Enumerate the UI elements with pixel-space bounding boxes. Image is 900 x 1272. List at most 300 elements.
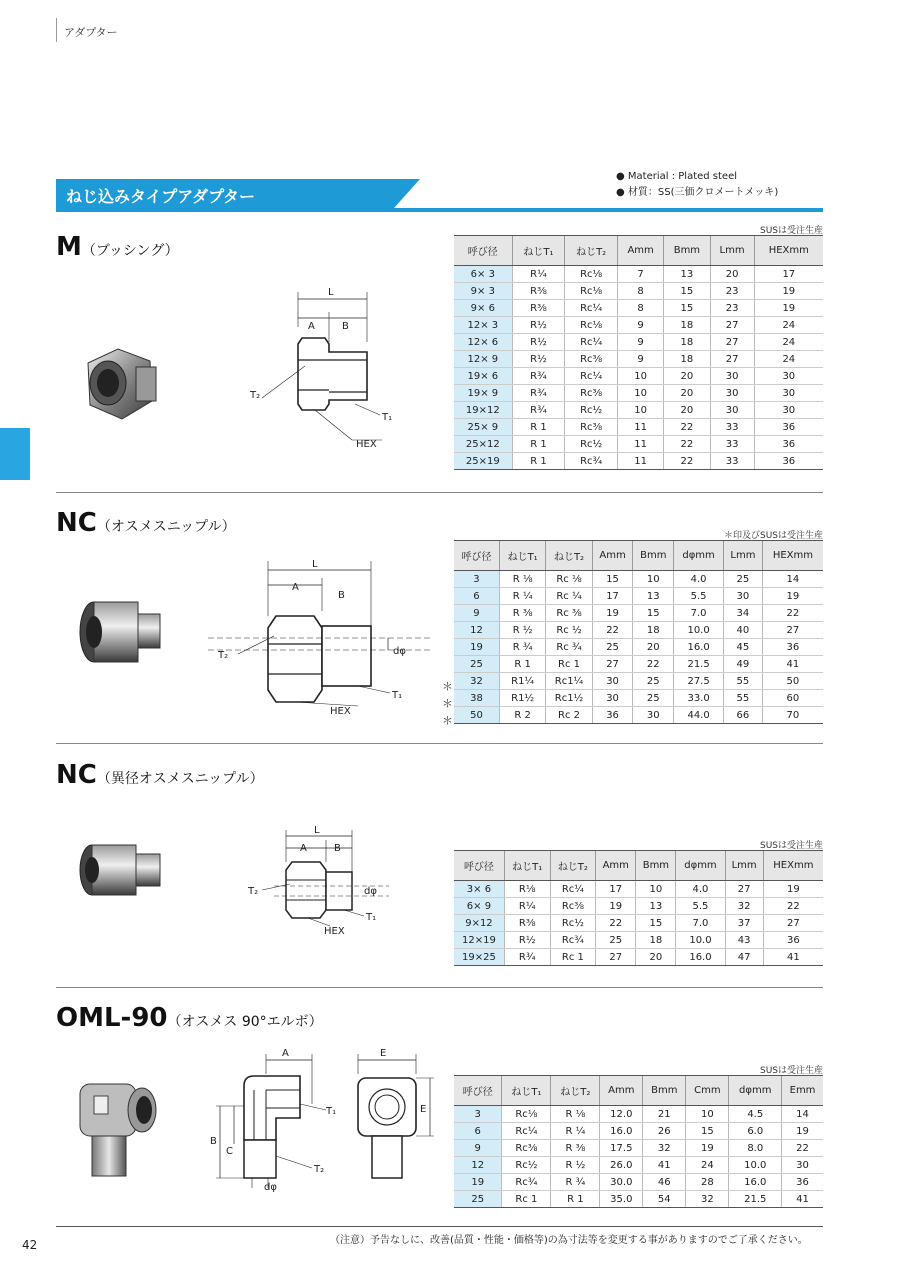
table-row <box>454 1174 823 1191</box>
table-cell: 11 <box>617 453 663 470</box>
table-cell: 12.0 <box>600 1106 643 1123</box>
table-cell: R¾ <box>504 949 550 966</box>
table-cell: 32 <box>643 1140 686 1157</box>
reducing-nipple-drawing <box>244 822 399 937</box>
m-col-t2: ねじT₂ <box>565 236 618 266</box>
table-cell: R¾ <box>512 402 565 419</box>
section-m-note: SUSは受注生産 <box>759 226 823 236</box>
table-cell: R ¾ <box>499 639 545 656</box>
table-cell: 10 <box>617 368 663 385</box>
table-cell: 18 <box>664 351 710 368</box>
table-cell: 30 <box>592 673 633 690</box>
footer-disclaimer: （注意）予告なしに、改善(品質・性能・価格等)の為寸法等を変更する事がありますのでご了承ください。 <box>330 1235 808 1246</box>
nc1-col-hex: HEXmm <box>762 541 823 571</box>
table-cell: 21 <box>643 1106 686 1123</box>
table-cell: 10 <box>617 385 663 402</box>
nc2-label-t1: T₁ <box>366 912 377 923</box>
nipple-drawing <box>208 556 438 721</box>
table-cell: Rc 1 <box>502 1191 551 1208</box>
table-cell: 30 <box>782 1157 823 1174</box>
table-cell: 12× 9 <box>454 351 512 368</box>
table-cell: 54 <box>643 1191 686 1208</box>
table-cell: 22 <box>762 605 823 622</box>
nc2-spec-table <box>454 850 823 966</box>
table-cell: 32 <box>725 898 763 915</box>
table-cell: 30 <box>710 385 754 402</box>
table-cell: Rc¾ <box>565 453 618 470</box>
table-cell: Rc1¼ <box>546 673 592 690</box>
table-cell: 32 <box>454 673 499 690</box>
table-cell: 14 <box>782 1106 823 1123</box>
m-col-a: Amm <box>617 236 663 266</box>
nc2-col-b: Bmm <box>636 851 676 881</box>
section-m-code: M <box>56 232 82 262</box>
table-cell: 25 <box>633 690 674 707</box>
table-cell: 22 <box>633 656 674 673</box>
table-cell: 22 <box>763 898 823 915</box>
table-row <box>454 368 823 385</box>
table-cell: 10.0 <box>729 1157 782 1174</box>
table-cell: 13 <box>633 588 674 605</box>
table-cell: 41 <box>643 1157 686 1174</box>
table-cell: 10 <box>686 1106 729 1123</box>
table-cell: 19 <box>596 898 636 915</box>
table-cell: 20 <box>633 639 674 656</box>
table-cell: 70 <box>762 707 823 724</box>
table-cell: R 1 <box>512 419 565 436</box>
nc2-col-a: Amm <box>596 851 636 881</box>
table-cell: Rc½ <box>565 436 618 453</box>
table-cell: R 1 <box>551 1191 600 1208</box>
table-cell: 16.0 <box>676 949 725 966</box>
table-cell: 49 <box>724 656 763 673</box>
table-cell: Rc 1 <box>550 949 596 966</box>
table-cell: 27 <box>762 622 823 639</box>
table-row <box>454 605 823 622</box>
table-cell: 8 <box>617 283 663 300</box>
table-cell: 43 <box>725 932 763 949</box>
table-cell: R½ <box>512 317 565 334</box>
table-cell: 26 <box>643 1123 686 1140</box>
table-cell: 15 <box>686 1123 729 1140</box>
oml-label-e-side: E <box>420 1104 427 1115</box>
table-cell: Rc ⅜ <box>546 605 592 622</box>
table-cell: 27 <box>710 334 754 351</box>
table-cell: 27 <box>725 881 763 898</box>
table-cell: 41 <box>782 1191 823 1208</box>
section-oml-code: OML-90 <box>56 1003 168 1033</box>
table-row <box>454 673 823 690</box>
nc1-label-l: L <box>312 559 318 570</box>
table-row <box>454 898 823 915</box>
table-cell: 30 <box>633 707 674 724</box>
table-cell: 30 <box>754 368 823 385</box>
table-cell: 21.5 <box>729 1191 782 1208</box>
table-cell: R 2 <box>499 707 545 724</box>
section-nc1-code: NC <box>56 508 97 538</box>
section-nc1-title <box>56 508 236 538</box>
nc2-col-l: Lmm <box>725 851 763 881</box>
elbow-photo <box>72 1070 162 1180</box>
table-cell: 11 <box>617 436 663 453</box>
table-cell: 6 <box>454 1123 502 1140</box>
table-row <box>454 622 823 639</box>
table-cell: 24 <box>754 351 823 368</box>
table-cell: 25×12 <box>454 436 512 453</box>
m-label-l: L <box>328 287 334 298</box>
table-cell: Rc½ <box>565 402 618 419</box>
nc2-label-l: L <box>314 825 320 836</box>
table-cell: 33.0 <box>674 690 724 707</box>
table-cell: 38 <box>454 690 499 707</box>
table-cell: 25×19 <box>454 453 512 470</box>
table-cell: 19 <box>762 588 823 605</box>
table-cell: 19×12 <box>454 402 512 419</box>
table-cell: 12 <box>454 622 499 639</box>
table-cell: Rc¼ <box>565 300 618 317</box>
table-cell: 16.0 <box>729 1174 782 1191</box>
table-cell: 12 <box>454 1157 502 1174</box>
table-cell: 25 <box>454 1191 502 1208</box>
divider-footer <box>56 1226 823 1227</box>
table-cell: Rc¼ <box>565 368 618 385</box>
table-cell: R¾ <box>512 368 565 385</box>
table-cell: 19 <box>763 881 823 898</box>
nc1-label-d: dφ <box>393 646 406 657</box>
table-cell: 9 <box>454 1140 502 1157</box>
table-cell: R⅜ <box>504 915 550 932</box>
table-cell: 22 <box>596 915 636 932</box>
table-cell: 27 <box>710 351 754 368</box>
nc1-label-a: A <box>292 582 299 593</box>
table-cell: R¼ <box>504 898 550 915</box>
table-row <box>454 266 823 283</box>
table-cell: 18 <box>664 317 710 334</box>
nc1-table-header-row <box>454 541 823 571</box>
table-row <box>454 932 823 949</box>
nc1-col-size: 呼び径 <box>454 541 499 571</box>
table-cell: 6× 9 <box>454 898 504 915</box>
table-cell: 9 <box>617 317 663 334</box>
bushing-drawing <box>240 282 420 457</box>
table-cell: 22 <box>664 436 710 453</box>
nc1-label-t2: T₂ <box>218 650 229 661</box>
table-cell: 9× 3 <box>454 283 512 300</box>
nc2-label-hex: HEX <box>324 926 345 937</box>
oml-label-e: E <box>380 1048 387 1059</box>
table-cell: Rc¼ <box>502 1123 551 1140</box>
table-cell: 15 <box>664 283 710 300</box>
table-cell: Rc⅜ <box>550 898 596 915</box>
table-cell: 30.0 <box>600 1174 643 1191</box>
table-cell: 10 <box>633 571 674 588</box>
banner-tip <box>394 179 420 208</box>
table-cell: Rc⅜ <box>565 419 618 436</box>
table-cell: 12×19 <box>454 932 504 949</box>
table-cell: 19 <box>782 1123 823 1140</box>
table-cell: 36 <box>754 453 823 470</box>
table-cell: 13 <box>664 266 710 283</box>
table-cell: 18 <box>633 622 674 639</box>
nc2-table-header-row <box>454 851 823 881</box>
table-row <box>454 949 823 966</box>
table-cell: 22 <box>782 1140 823 1157</box>
m-label-hex: HEX <box>356 439 377 450</box>
table-cell: 17.5 <box>600 1140 643 1157</box>
table-cell: 19 <box>686 1140 729 1157</box>
nc1-col-l: Lmm <box>724 541 763 571</box>
table-cell: 19× 9 <box>454 385 512 402</box>
table-cell: 20 <box>664 402 710 419</box>
table-cell: 23 <box>710 283 754 300</box>
table-cell: 5.5 <box>674 588 724 605</box>
table-cell: R 1 <box>512 453 565 470</box>
oml-col-b: Bmm <box>643 1076 686 1106</box>
table-cell: 36 <box>592 707 633 724</box>
table-cell: 25× 9 <box>454 419 512 436</box>
divider-3 <box>56 987 823 988</box>
m-label-b: B <box>342 321 349 332</box>
table-cell: 22 <box>592 622 633 639</box>
table-row <box>454 639 823 656</box>
table-cell: 15 <box>664 300 710 317</box>
table-row <box>454 1123 823 1140</box>
table-cell: 20 <box>664 385 710 402</box>
table-cell: 25 <box>454 656 499 673</box>
table-cell: 30 <box>724 588 763 605</box>
table-cell: 27 <box>763 915 823 932</box>
table-cell: 3× 6 <box>454 881 504 898</box>
reducing-nipple-photo <box>76 840 166 900</box>
table-row <box>454 300 823 317</box>
table-row <box>454 351 823 368</box>
m-col-l: Lmm <box>710 236 754 266</box>
nc2-label-d: dφ <box>364 886 377 897</box>
table-cell: 5.5 <box>676 898 725 915</box>
m-col-size: 呼び径 <box>454 236 512 266</box>
table-cell: 55 <box>724 673 763 690</box>
table-row <box>454 881 823 898</box>
section-nc2-code: NC <box>56 760 97 790</box>
table-cell: 17 <box>596 881 636 898</box>
table-cell: 19 <box>454 639 499 656</box>
table-cell: 36 <box>763 932 823 949</box>
table-cell: Rc½ <box>550 915 596 932</box>
table-cell: Rc½ <box>502 1157 551 1174</box>
oml-col-a: Amm <box>600 1076 643 1106</box>
table-cell: Rc⅛ <box>565 283 618 300</box>
nc1-label-t1: T₁ <box>392 690 403 701</box>
table-cell: 19×25 <box>454 949 504 966</box>
nc2-label-a: A <box>300 843 307 854</box>
side-tab <box>0 428 30 480</box>
table-cell: 19 <box>592 605 633 622</box>
table-cell: 30 <box>592 690 633 707</box>
section-nc2-note: SUSは受注生産 <box>759 841 823 851</box>
m-col-hex: HEXmm <box>754 236 823 266</box>
table-cell: Rc⅜ <box>565 385 618 402</box>
table-cell: R¼ <box>512 266 565 283</box>
nc1-col-d: dφmm <box>674 541 724 571</box>
oml-col-c: Cmm <box>686 1076 729 1106</box>
table-cell: 30 <box>710 402 754 419</box>
table-cell: 27 <box>592 656 633 673</box>
table-row <box>454 334 823 351</box>
m-table-header-row <box>454 236 823 266</box>
table-cell: 45 <box>724 639 763 656</box>
divider-2 <box>56 743 823 744</box>
table-cell: 37 <box>725 915 763 932</box>
table-cell: R½ <box>512 334 565 351</box>
section-oml-name: （オスメス 90°エルボ） <box>167 1014 323 1030</box>
star-mark-50: ＊ <box>442 714 453 727</box>
table-cell: 13 <box>636 898 676 915</box>
table-cell: R1½ <box>499 690 545 707</box>
table-cell: 24 <box>686 1157 729 1174</box>
table-row <box>454 317 823 334</box>
banner-underline <box>56 208 823 212</box>
nc1-label-hex: HEX <box>330 706 351 717</box>
table-cell: 23 <box>710 300 754 317</box>
table-cell: 19 <box>754 300 823 317</box>
table-cell: R ⅛ <box>551 1106 600 1123</box>
table-cell: Rc¼ <box>565 334 618 351</box>
table-cell: R ⅜ <box>499 605 545 622</box>
table-cell: 15 <box>592 571 633 588</box>
table-cell: R ⅛ <box>499 571 545 588</box>
table-cell: 35.0 <box>600 1191 643 1208</box>
table-cell: 55 <box>724 690 763 707</box>
m-label-t2: T₂ <box>250 390 261 401</box>
banner-title: ねじ込みタイプアダプター <box>56 179 394 208</box>
oml-col-size: 呼び径 <box>454 1076 502 1106</box>
table-row <box>454 588 823 605</box>
nc1-col-a: Amm <box>592 541 633 571</box>
table-cell: Rc⅛ <box>565 317 618 334</box>
table-cell: R ½ <box>551 1157 600 1174</box>
table-cell: 17 <box>592 588 633 605</box>
material-jp: ● 材質：SS(三価クロメートメッキ) <box>616 187 779 198</box>
table-cell: 27 <box>710 317 754 334</box>
table-cell: 33 <box>710 453 754 470</box>
nc1-col-t1: ねじT₁ <box>499 541 545 571</box>
table-cell: R⅜ <box>512 300 565 317</box>
table-cell: 17 <box>754 266 823 283</box>
table-cell: 40 <box>724 622 763 639</box>
table-cell: 7.0 <box>674 605 724 622</box>
table-cell: 10.0 <box>676 932 725 949</box>
oml-label-t2: T₂ <box>314 1164 325 1175</box>
table-cell: 7.0 <box>676 915 725 932</box>
table-cell: 34 <box>724 605 763 622</box>
table-cell: 16.0 <box>674 639 724 656</box>
table-cell: Rc ¼ <box>546 588 592 605</box>
oml-col-t2: ねじT₂ <box>551 1076 600 1106</box>
table-cell: 33 <box>710 419 754 436</box>
table-row <box>454 656 823 673</box>
table-cell: 32 <box>686 1191 729 1208</box>
table-cell: 25 <box>596 932 636 949</box>
table-cell: 10 <box>636 881 676 898</box>
nc2-col-t2: ねじT₂ <box>550 851 596 881</box>
section-m-name: （ブッシング） <box>81 243 179 259</box>
table-cell: R ½ <box>499 622 545 639</box>
oml-col-d: dφmm <box>729 1076 782 1106</box>
header-category: アダプター <box>64 26 118 39</box>
table-cell: 9 <box>617 334 663 351</box>
table-row <box>454 1157 823 1174</box>
table-cell: R⅛ <box>504 881 550 898</box>
nc2-label-b: B <box>334 843 341 854</box>
table-row <box>454 419 823 436</box>
table-cell: 4.0 <box>676 881 725 898</box>
table-cell: 20 <box>636 949 676 966</box>
table-cell: R ⅜ <box>551 1140 600 1157</box>
table-cell: 46 <box>643 1174 686 1191</box>
table-cell: 66 <box>724 707 763 724</box>
star-mark-32: ＊ <box>442 680 453 693</box>
table-cell: 22 <box>664 453 710 470</box>
section-nc2-title <box>56 760 264 790</box>
elbow-side-drawing <box>350 1044 440 1194</box>
nc2-col-size: 呼び径 <box>454 851 504 881</box>
table-cell: R 1 <box>512 436 565 453</box>
elbow-front-drawing <box>208 1044 348 1194</box>
table-cell: 6 <box>454 588 499 605</box>
table-cell: 21.5 <box>674 656 724 673</box>
table-cell: Rc⅛ <box>565 266 618 283</box>
table-cell: 19 <box>754 283 823 300</box>
oml-label-a: A <box>282 1048 289 1059</box>
m-col-b: Bmm <box>664 236 710 266</box>
table-cell: 27.5 <box>674 673 724 690</box>
table-cell: 36 <box>762 639 823 656</box>
table-cell: 8.0 <box>729 1140 782 1157</box>
table-cell: 30 <box>754 385 823 402</box>
table-cell: 18 <box>664 334 710 351</box>
nc1-label-b: B <box>338 590 345 601</box>
table-cell: Rc⅛ <box>502 1106 551 1123</box>
table-cell: 10 <box>617 402 663 419</box>
table-cell: 15 <box>633 605 674 622</box>
table-cell: 25 <box>633 673 674 690</box>
nc1-col-b: Bmm <box>633 541 674 571</box>
table-cell: 24 <box>754 334 823 351</box>
divider-1 <box>56 492 823 493</box>
table-cell: 36 <box>782 1174 823 1191</box>
material-en: ● Material : Plated steel <box>616 171 738 182</box>
table-row <box>454 385 823 402</box>
table-row <box>454 1106 823 1123</box>
table-row <box>454 571 823 588</box>
table-cell: Rc¼ <box>550 881 596 898</box>
table-cell: 47 <box>725 949 763 966</box>
table-cell: Rc1½ <box>546 690 592 707</box>
table-cell: 20 <box>710 266 754 283</box>
table-row <box>454 1191 823 1208</box>
nc1-spec-table <box>454 540 823 724</box>
nc2-col-d: dφmm <box>676 851 725 881</box>
table-cell: Rc ½ <box>546 622 592 639</box>
section-oml-note: SUSは受注生産 <box>759 1066 823 1076</box>
nc2-label-t2: T₂ <box>248 886 259 897</box>
table-cell: 22 <box>664 419 710 436</box>
table-cell: 18 <box>636 932 676 949</box>
table-cell: 9×12 <box>454 915 504 932</box>
table-row <box>454 283 823 300</box>
table-cell: 50 <box>454 707 499 724</box>
bushing-photo <box>78 345 163 425</box>
